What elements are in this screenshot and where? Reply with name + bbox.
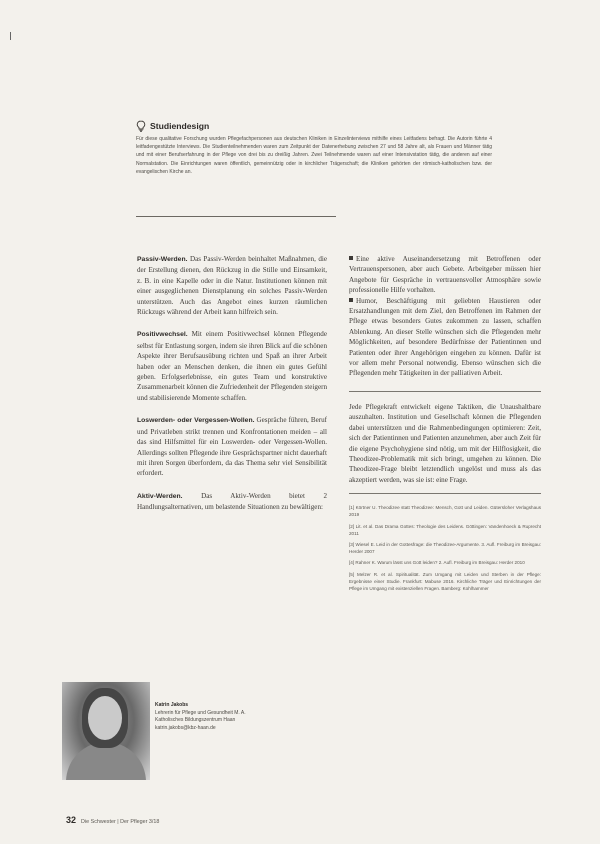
divider: [136, 216, 336, 217]
author-email[interactable]: katrin.jakobs@kbz-haan.de: [155, 724, 216, 731]
bullet-item: [349, 296, 541, 379]
photo-face: [88, 696, 122, 740]
study-design-text: Für diese qualitative Forschung wurden Pflegefachpersonen aus deutschen Kliniken in Einzelinterviews mithilfe eines Leitfadens befragt. Die Autorin führte 4 leitfadengestützte Interviews. Die Studienteilnehmenden waren zum Zeitpunkt der Datenerhebung zwischen 27 und 58 Jahre alt, als Frauen und Männer tätig und mit einer Berufserfahrung in der Pflege von drei bis zu dreißig Jahren. Zwei Teilnehmende waren auf einer Intensivstation tätig, die anderen auf einer Normalstation. Die Einrichtungen waren öffentlich, gemeinnützig oder in kirchlicher Trägerschaft; die Kliniken gehörten der römisch-katholischen bzw. der evangelischen Kirche an.: [136, 136, 492, 175]
divider: [349, 493, 541, 494]
study-design-header: [136, 120, 492, 132]
page-number: 32: [66, 815, 77, 825]
author-role: Lehrerin für Pflege und Gesundheit M. A.: [155, 709, 246, 716]
page-footer: [66, 815, 159, 825]
reference-item: [2] Lit. et al. Das Drama Gottes: Theologie des Leidens. Göttingen: Vandenhoeck & Ruprecht 2011: [349, 523, 541, 536]
bullet-item: [349, 254, 541, 296]
paragraph-text: Mit einem Positivwechsel können Pflegende selbst für Entlastung sorgen, indem sie ihren Blick auf die schönen Aspekte ihrer Berufsausübung richten und Spaß an ihrer Arbeit haben oder an Menschen denken, die ihnen ein gutes Gefühl geben. Erfolgserlebnisse, ein gutes Team und konstruktive Zusammenarbeit können die Zufriedenheit der Pflegenden steigern und stabilisierende Momente schaffen.: [137, 330, 327, 402]
paragraph: [137, 415, 327, 478]
crop-mark: [10, 32, 11, 40]
reference-item: [4] Rahner K. Warum lässt uns Gott leiden? 2. Aufl. Freiburg im Breisgau: Herder 2010: [349, 560, 525, 566]
closing-paragraph: Jede Pflegekraft entwickelt eigene Taktiken, die Unaushaltbare auszuhalten. Institution und Gesellschaft können die Pflegenden dabei unterstützen und die Rahmenbedingungen optimieren: Zeit, sich der Patientinnen und Patienten anzunehmen, aber auch Zeit für die eigene Psychohygiene sind nötig, um mit der Hilflosigkeit, die Theodizee-Problematik mit sich bringt, umgehen zu können. Die Theodizee-Frage bleibt letztendlich ungelöst und muss als das akzeptiert werden, was sie ist: eine Frage.: [349, 402, 541, 484]
right-column: [349, 254, 541, 596]
paragraph-text: Das Passiv-Werden beinhaltet Maßnahmen, die der Erstellung dienen, den Rückzug in die Stille und Einsamkeit, z. B. in eine Kapelle oder in die Natur. Institutionen können mit einer ausgeglichenen Dienstplanung ein solches Passiv-Werden unterstützen. Auch das Angebot eines kurzen räumlichen Rückzugs während der Arbeit kann hilfreich sein.: [137, 255, 327, 317]
author-organization: Katholisches Bildungszentrum Haan: [155, 717, 236, 724]
author-info: [155, 702, 305, 732]
paragraph-text: Gespräche führen, Beruf und Privatleben strikt trennen und Konfrontationen meiden – all das sind Hilfsmittel für ein Loswerden- oder Vergessen-Wollen. Allerdings sollten Pflegende ihre Gesprächspartner nicht dauerhaft mit ihren Sorgen überfordern, da das Thema sehr viel Sensibilität erfordert.: [137, 416, 327, 478]
paragraph-lead: Loswerden- oder Vergessen-Wollen.: [137, 417, 255, 425]
reference-item: [3] Wiesel E. Leid in der Gottesfrage: die Theodizee-Argumente. 3. Aufl. Freiburg im Breisgau: Herder 2007: [349, 541, 541, 555]
author-photo: [62, 682, 150, 780]
bullet-text: Eine aktive Auseinandersetzung mit Betroffenen oder Vertrauenspersonen, aber auch Gebete. Arbeitgeber müssen hier Angebote für Gespräche in vertrauensvoller Atmosphäre sowie professionelle Hilfe vorhalten.: [349, 255, 541, 295]
bullet-square-icon: [349, 256, 353, 260]
study-design-title: Studiendesign: [150, 121, 210, 131]
bullet-square-icon: [349, 298, 353, 302]
reference-list: [349, 504, 541, 592]
author-name: Katrin Jakobs: [155, 702, 189, 708]
reference-item: [1] Körtner U. Theodizee statt Theodizee: Mensch, Gott und Leiden. Gütersloher Verlagshaus 2019: [349, 505, 541, 518]
paragraph-text: Das Aktiv-Werden bietet 2 Handlungsalternativen, um belastende Situationen zu bewältigen:: [137, 491, 327, 512]
lightbulb-icon: [136, 120, 146, 132]
divider: [349, 391, 541, 392]
left-column: [137, 254, 327, 525]
paragraph-lead: Passiv-Werden.: [137, 256, 188, 263]
paragraph: [137, 491, 327, 513]
paragraph: [137, 254, 327, 317]
bullet-text: Humor, Beschäftigung mit geliebten Haustieren oder Ersatzhandlungen mit dem Ziel, den Betroffenen im Rahmen der Pflege etwas besonders Gutes zukommen zu lassen, schaffen Ablenkung. An dieser Stelle wünschen sich die Pflegenden mehr Möglichkeiten, auf besondere Bedürfnisse der Patientinnen und Patienten oder ihrer Angehörigen eingehen zu können. Dafür ist vor allem mehr Personal notwendig. Ebenso wünschen sich die Pflegenden mehr Tätigkeiten in der palliativen Arbeit.: [349, 296, 541, 378]
study-design-box: [136, 120, 492, 176]
reference-item: [5] Melzer R. et al. Spiritualität. Zum Umgang mit Leiden und Sterben in der Pflege: Ergebnisse einer Studie. Frankfurt: Mabuse 2016. Kirchliche Träger und Einrichtungen der Pflege im Umgang mit existenziellen Fragen. Bamberg: Kohlhammer: [349, 571, 541, 591]
paragraph-lead: Positivwechsel.: [137, 331, 188, 339]
paragraph: [137, 329, 327, 403]
paragraph-lead: Aktiv-Werden.: [137, 492, 183, 500]
journal-issue: Die Schwester | Der Pfleger 3/18: [81, 819, 160, 825]
